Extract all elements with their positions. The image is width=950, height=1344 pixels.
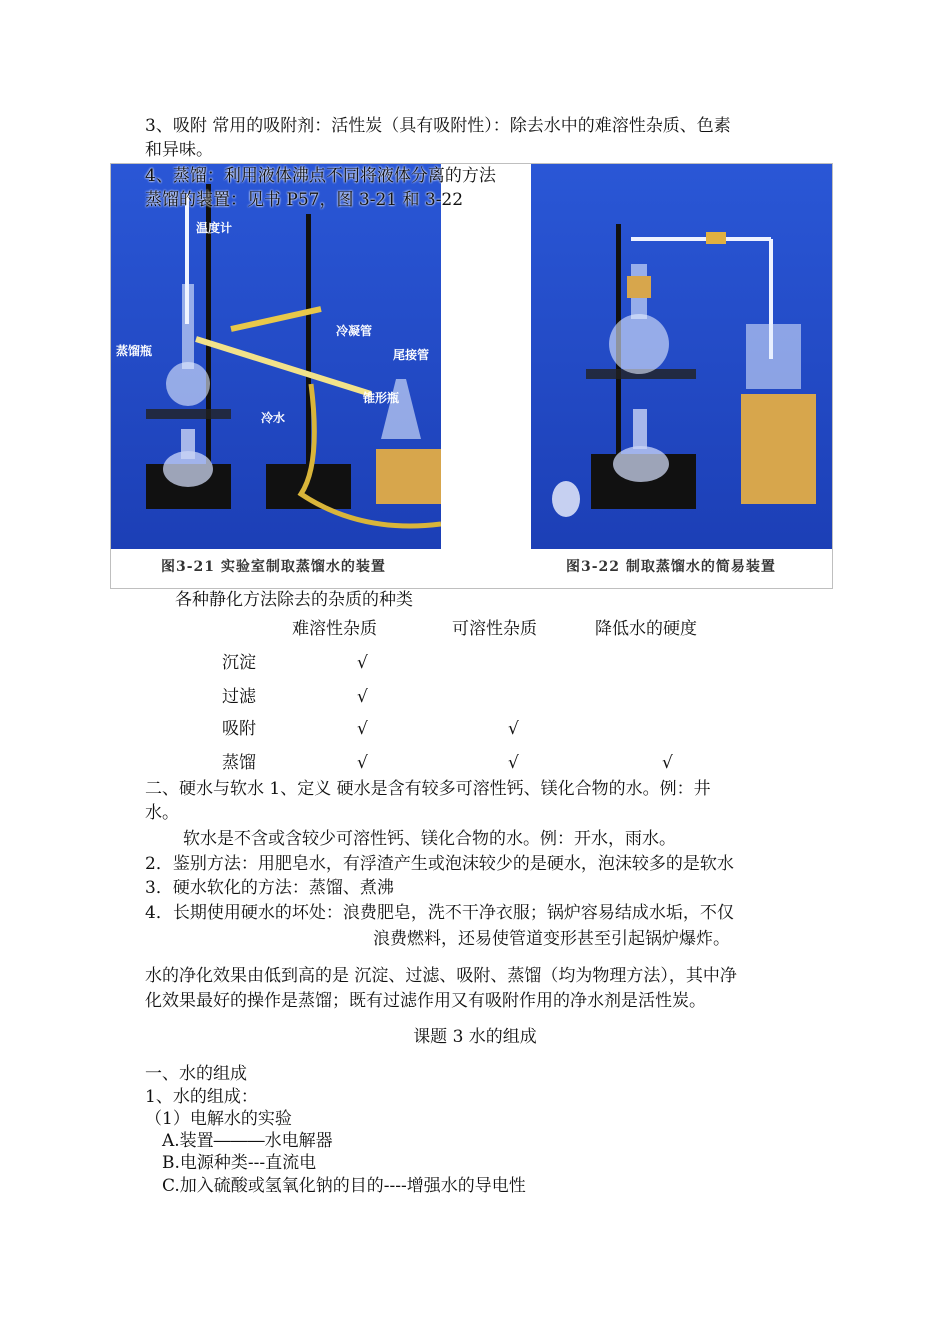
- label-thermometer: 温度计: [196, 221, 233, 235]
- table-row-check: √: [357, 719, 368, 739]
- table-header-insoluble: 难溶性杂质: [292, 619, 377, 639]
- label-flask: 蒸馏瓶: [116, 344, 153, 358]
- table-row-check: √: [357, 753, 368, 773]
- hard-water-harm-cont: 浪费燃料，还易使管道变形甚至引起锅炉爆炸。: [373, 929, 730, 949]
- softening-method: 3．硬水软化的方法：蒸馏、煮沸: [145, 878, 394, 898]
- table-row-check: √: [357, 687, 368, 707]
- table-row-check: √: [508, 719, 519, 739]
- label-cold-water: 冷水: [261, 411, 286, 425]
- experiment-item-a: A.装置―――水电解器: [162, 1131, 333, 1151]
- table-title: 各种静化方法除去的杂质的种类: [175, 590, 413, 610]
- table-row-check: √: [357, 653, 368, 673]
- figure-caption-3-22: 图3-22 制取蒸馏水的简易装置: [566, 559, 776, 575]
- soft-water-definition: 软水是不含或含较少可溶性钙、镁化合物的水。例：开水，雨水。: [183, 829, 676, 849]
- hard-water-harm: 4．长期使用硬水的坏处：浪费肥皂，洗不干净衣服；锅炉容易结成水垢，不仅: [145, 903, 734, 923]
- subsection-heading: 1、水的组成：: [145, 1087, 258, 1107]
- label-erlenmeyer: 锥形瓶: [363, 391, 400, 405]
- table-header-soluble: 可溶性杂质: [452, 619, 537, 639]
- table-row-check: √: [662, 753, 673, 773]
- figure-caption-3-21: 图3-21 实验室制取蒸馏水的装置: [161, 559, 386, 575]
- distillation-heading: 4、蒸馏：利用液体沸点不同将液体分离的方法: [145, 166, 496, 186]
- table-row-method: 蒸馏: [222, 753, 256, 773]
- label-condenser: 冷凝管: [336, 324, 373, 338]
- experiment-item-b: B.电源种类---直流电: [162, 1153, 317, 1173]
- lab-distillation-photo: [111, 164, 441, 549]
- purification-summary-cont: 化效果最好的操作是蒸馏；既有过滤作用又有吸附作用的净水剂是活性炭。: [145, 991, 706, 1011]
- purification-summary: 水的净化效果由低到高的是 沉淀、过滤、吸附、蒸馏（均为物理方法），其中净: [145, 966, 737, 986]
- table-row-check: √: [508, 753, 519, 773]
- adsorption-line-cont: 和异味。: [145, 140, 213, 160]
- table-row-method: 过滤: [222, 687, 256, 707]
- identification-method: 2．鉴别方法：用肥皂水，有浮渣产生或泡沫较少的是硬水，泡沫较多的是软水: [145, 854, 734, 874]
- table-row-method: 沉淀: [222, 653, 256, 673]
- adsorption-line: 3、吸附 常用的吸附剂：活性炭（具有吸附性）：除去水中的难溶性杂质、色素: [145, 116, 731, 136]
- experiment-item-c: C.加入硫酸或氢氧化钠的目的----增强水的导电性: [162, 1176, 526, 1196]
- distillation-apparatus-line: 蒸馏的装置：见书 P57，图 3-21 和 3-22: [145, 190, 464, 210]
- table-header-hardness: 降低水的硬度: [595, 619, 697, 639]
- simple-distillation-photo: [531, 164, 832, 549]
- lab-distillation-illustration: [111, 164, 441, 549]
- lesson-title: 课题 3 水的组成: [413, 1027, 537, 1047]
- hard-water-definition: 二、硬水与软水 1、定义 硬水是含有较多可溶性钙、镁化合物的水。例：井: [145, 779, 711, 799]
- hard-water-definition-cont: 水。: [145, 803, 179, 823]
- experiment-heading: （1）电解水的实验: [145, 1109, 292, 1129]
- table-row-method: 吸附: [222, 719, 256, 739]
- section-heading: 一、水的组成: [145, 1064, 247, 1084]
- distillation-figure: [110, 163, 833, 589]
- label-adapter: 尾接管: [393, 348, 430, 362]
- simple-distillation-illustration: [531, 164, 832, 549]
